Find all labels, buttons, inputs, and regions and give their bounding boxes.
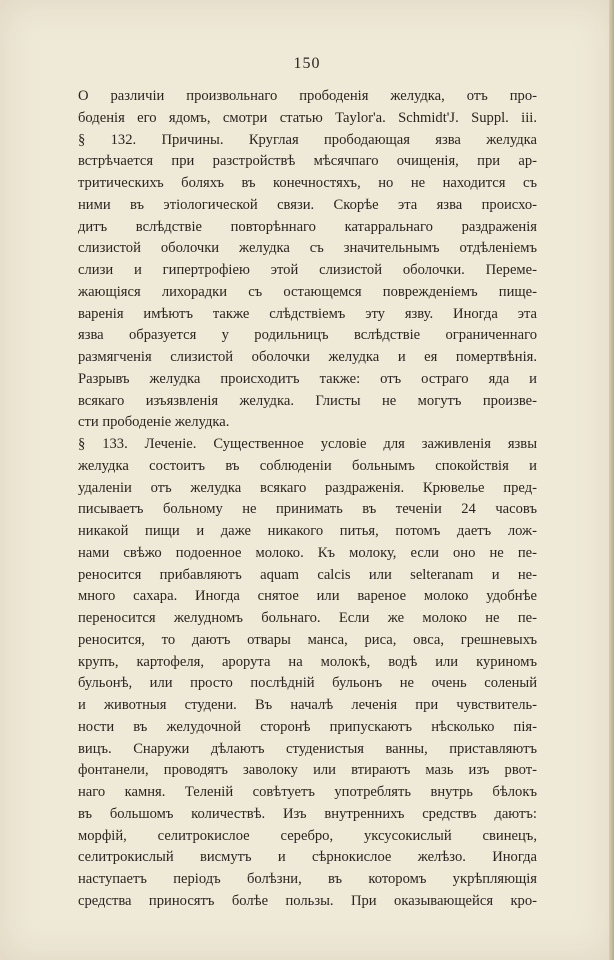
text-line: Разрывъ желудка происходитъ также: отъ остраго яда и	[78, 370, 537, 387]
text-line: фонтанели, проводятъ заволоку или втираютъ мазь изъ рвот-	[78, 762, 537, 779]
text-line: нами свѣжо подоенное молоко. Къ молоку, если оно не пе-	[78, 544, 537, 561]
text-line: слизистой оболочки желудка съ значительнымъ отдѣленіемъ	[78, 240, 537, 257]
text-line: дитъ вслѣдствіе повторѣннаго катарральнаго раздраженія	[78, 218, 537, 235]
text-line: бульонѣ, или просто послѣдній бульонъ не очень соленый	[78, 675, 537, 692]
text-line: писываетъ больному не принимать въ теченіи 24 часовъ	[78, 501, 537, 518]
text-line: встрѣчается при разстройствѣ мѣсячпаго очищенія, при ар-	[78, 153, 537, 170]
text-line: сти прободеніе желудка.	[78, 414, 230, 431]
text-line: и животныя студени. Въ началѣ леченія при чувствитель-	[78, 697, 537, 713]
text-line: желудка состоитъ въ соблюденіи больнымъ спокойствія и	[78, 457, 537, 474]
text-line: селитрокислый висмутъ и сѣрнокислое желѣзо. Иногда	[78, 849, 537, 866]
text-line: всякаго изъязвленія желудка. Глисты не могутъ произве-	[78, 392, 537, 409]
text-line: О различіи произвольнаго прободенія желудка, отъ про-	[78, 88, 537, 104]
text-line: наступаетъ періодъ болѣзни, въ которомъ укрѣпляющія	[78, 871, 537, 887]
page-number: 150	[293, 55, 321, 72]
text-line: реносится, то даютъ отвары манса, риса, овса, грешневыхъ	[78, 631, 537, 648]
text-line: наго камня. Теленій совѣтуетъ употреблять внутрь бѣлокъ	[78, 784, 537, 800]
text-line: § 132. Причины. Круглая прободающая язва желудка	[78, 131, 537, 148]
page-edge	[609, 0, 614, 960]
text-line: средства приносятъ болѣе пользы. При оказывающейся кро-	[78, 892, 537, 909]
text-line: никакой пищи и даже никакого питья, потомъ даетъ лож-	[78, 523, 537, 539]
text-line: § 133. Леченіе. Существенное условіе для заживленія язвы	[78, 436, 537, 452]
text-line: слизи и гипертрофіею этой слизистой оболочки. Переме-	[78, 262, 537, 278]
text-line: крупъ, картофеля, арорута на молокѣ, водѣ или куриномъ	[78, 653, 537, 670]
text-line: размягченія слизистой оболочки желудка и ея помертвѣнія.	[78, 349, 537, 365]
text-line: въ большомъ количествѣ. Изъ внутреннихъ средствъ даютъ:	[78, 805, 537, 822]
text-line: удаленіи отъ желудка всякаго раздраженія. Крювелье пред-	[78, 479, 537, 496]
text-line: переносится желудномъ больнаго. Если же молоко не пе-	[78, 610, 537, 626]
text-line: варенія имѣютъ также слѣдствіемъ эту язву. Иногда эта	[78, 305, 537, 322]
text-line: боденія его ядомъ, смотри статью Taylor'a. Schmidt'J. Suppl. iii.	[78, 109, 537, 126]
text-line: вицъ. Снаружи дѣлаютъ студенистыя ванны, приставляютъ	[78, 740, 537, 757]
text-line: ними въ этіологической связи. Скорѣе эта язва происхо-	[78, 196, 537, 213]
text-line: реносится прибавляютъ aquam calcis или selteranam и не-	[78, 566, 537, 583]
text-line: тритическихъ боляхъ въ конечностяхъ, но не находится съ	[78, 175, 537, 191]
text-line: язва образуется у родильницъ вслѣдствіе ограниченнаго	[78, 327, 537, 344]
text-line: морфій, селитрокислое серебро, уксусокислый свинецъ,	[78, 827, 537, 844]
text-line: много сахара. Иногда снятое или вареное молоко удобнѣе	[78, 588, 537, 605]
text-line: ности въ желудочной сторонѣ припускаютъ нѣсколько пія-	[78, 718, 537, 735]
body-text	[78, 86, 537, 913]
text-line: жающіяся лихорадки съ остающемся поврежденіемъ пище-	[78, 283, 537, 300]
